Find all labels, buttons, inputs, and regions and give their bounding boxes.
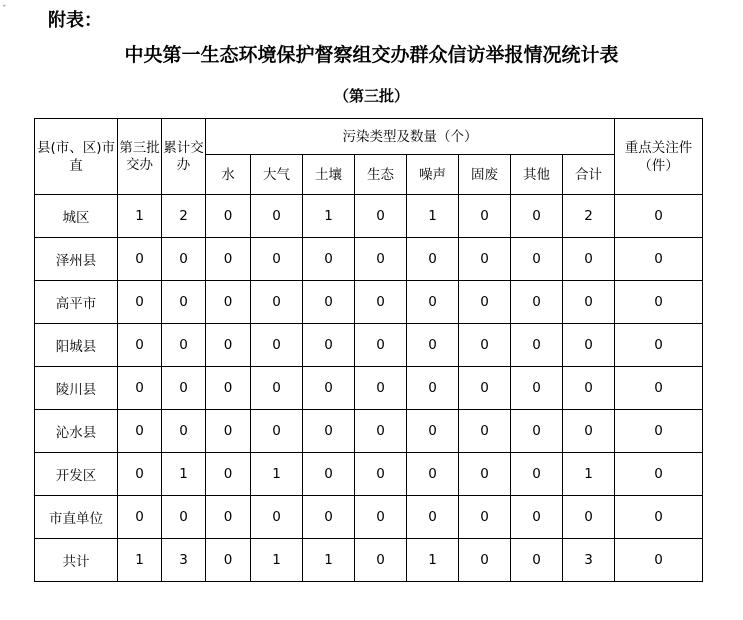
header-pollution-ecology: 生态 [355,155,407,195]
header-pollution-noise: 噪声 [407,155,459,195]
table-row [35,539,703,582]
row-value-cell: 0 [303,496,355,539]
row-value-cell: 0 [303,238,355,281]
document-title: 中央第一生态环境保护督察组交办群众信访举报情况统计表 [124,44,619,66]
row-value-cell: 0 [563,367,615,410]
row-value-cell: 0 [206,496,251,539]
row-value-cell: 0 [162,367,206,410]
row-value-cell: 0 [206,324,251,367]
row-value-cell: 2 [563,195,615,238]
row-value-cell: 0 [162,281,206,324]
row-value-cell: 0 [407,453,459,496]
row-value-cell: 0 [563,281,615,324]
row-value-cell: 0 [511,281,563,324]
row-value-cell: 0 [118,281,162,324]
row-value-cell: 0 [118,324,162,367]
row-value-cell: 0 [303,324,355,367]
row-value-cell: 0 [459,496,511,539]
row-value-cell: 0 [355,324,407,367]
row-value-cell: 0 [459,367,511,410]
header-row-top [35,119,703,155]
row-value-cell: 0 [355,238,407,281]
row-value-cell: 0 [511,539,563,582]
header-pollution-air: 大气 [251,155,303,195]
row-value-cell: 0 [355,539,407,582]
row-value-cell: 0 [355,410,407,453]
row-value-cell: 0 [511,453,563,496]
row-value-cell: 0 [206,410,251,453]
row-value-cell: 1 [407,539,459,582]
batch-label: （第三批） [333,87,409,105]
table-row [35,410,703,453]
header-pollution-group: 污染类型及数量（个） [206,119,615,155]
row-value-cell: 0 [355,367,407,410]
row-value-cell: 0 [407,324,459,367]
row-value-cell: 0 [511,324,563,367]
row-value-cell: 0 [251,367,303,410]
row-value-cell: 0 [206,195,251,238]
row-county-name: 陵川县 [35,367,118,410]
row-value-cell: 0 [407,238,459,281]
row-value-cell: 0 [459,410,511,453]
row-value-cell: 0 [459,195,511,238]
row-value-cell: 1 [162,453,206,496]
row-value-cell: 0 [563,410,615,453]
row-value-cell: 0 [251,195,303,238]
row-value-cell: 2 [162,195,206,238]
row-value-cell: 1 [407,195,459,238]
row-value-cell: 0 [615,410,703,453]
row-value-cell: 0 [615,281,703,324]
row-value-cell: 0 [118,238,162,281]
row-value-cell: 0 [459,453,511,496]
table-row [35,281,703,324]
row-value-cell: 0 [355,496,407,539]
header-key-followup: 重点关注件（件） [615,119,703,195]
row-value-cell: 0 [118,410,162,453]
row-value-cell: 0 [162,324,206,367]
row-value-cell: 0 [459,238,511,281]
row-value-cell: 0 [615,539,703,582]
row-value-cell: 0 [615,238,703,281]
row-value-cell: 0 [511,410,563,453]
row-value-cell: 1 [251,453,303,496]
row-value-cell: 0 [355,453,407,496]
row-value-cell: 0 [407,410,459,453]
row-value-cell: 0 [206,539,251,582]
row-county-name: 阳城县 [35,324,118,367]
row-value-cell: 0 [459,539,511,582]
row-county-name: 沁水县 [35,410,118,453]
header-pollution-total: 合计 [563,155,615,195]
row-value-cell: 0 [407,367,459,410]
row-value-cell: 1 [118,195,162,238]
row-value-cell: 0 [162,238,206,281]
row-value-cell: 0 [251,324,303,367]
row-value-cell: 0 [206,281,251,324]
header-pollution-other: 其他 [511,155,563,195]
header-pollution-soil: 土壤 [303,155,355,195]
table-row [35,195,703,238]
table-row [35,496,703,539]
header-cumulative: 累计交办 [162,119,206,195]
table-body [35,195,703,582]
header-pollution-water: 水 [206,155,251,195]
row-value-cell: 3 [563,539,615,582]
row-value-cell: 0 [303,281,355,324]
row-value-cell: 1 [251,539,303,582]
corner-mark: ˇ [2,5,7,15]
row-value-cell: 0 [511,238,563,281]
row-value-cell: 3 [162,539,206,582]
row-value-cell: 0 [162,410,206,453]
row-county-name: 共计 [35,539,118,582]
row-value-cell: 1 [118,539,162,582]
row-value-cell: 0 [206,367,251,410]
row-value-cell: 0 [511,195,563,238]
row-value-cell: 0 [615,324,703,367]
row-value-cell: 0 [615,453,703,496]
row-value-cell: 0 [303,453,355,496]
row-county-name: 开发区 [35,453,118,496]
row-value-cell: 0 [407,281,459,324]
header-county: 县(市、区)市直 [35,119,118,195]
row-value-cell: 0 [615,195,703,238]
row-value-cell: 0 [251,238,303,281]
row-county-name: 高平市 [35,281,118,324]
row-value-cell: 0 [206,238,251,281]
row-value-cell: 0 [251,281,303,324]
row-value-cell: 1 [303,539,355,582]
petition-statistics-table [34,118,703,582]
row-value-cell: 0 [118,496,162,539]
header-pollution-solid-waste: 固废 [459,155,511,195]
row-value-cell: 0 [615,367,703,410]
table-row [35,453,703,496]
row-value-cell: 0 [303,367,355,410]
row-value-cell: 1 [563,453,615,496]
row-value-cell: 0 [355,281,407,324]
row-county-name: 泽州县 [35,238,118,281]
table-row [35,324,703,367]
table-row [35,238,703,281]
row-value-cell: 0 [459,281,511,324]
row-value-cell: 1 [303,195,355,238]
row-value-cell: 0 [407,496,459,539]
appendix-label: 附表： [48,10,102,31]
row-value-cell: 0 [459,324,511,367]
row-value-cell: 0 [118,453,162,496]
table-row [35,367,703,410]
row-value-cell: 0 [511,367,563,410]
row-value-cell: 0 [251,410,303,453]
row-value-cell: 0 [206,453,251,496]
row-county-name: 城区 [35,195,118,238]
row-value-cell: 0 [162,496,206,539]
header-batch3: 第三批交办 [118,119,162,195]
row-value-cell: 0 [118,367,162,410]
row-value-cell: 0 [303,410,355,453]
row-value-cell: 0 [563,324,615,367]
row-value-cell: 0 [355,195,407,238]
row-county-name: 市直单位 [35,496,118,539]
row-value-cell: 0 [511,496,563,539]
row-value-cell: 0 [563,496,615,539]
row-value-cell: 0 [563,238,615,281]
row-value-cell: 0 [615,496,703,539]
row-value-cell: 0 [251,496,303,539]
